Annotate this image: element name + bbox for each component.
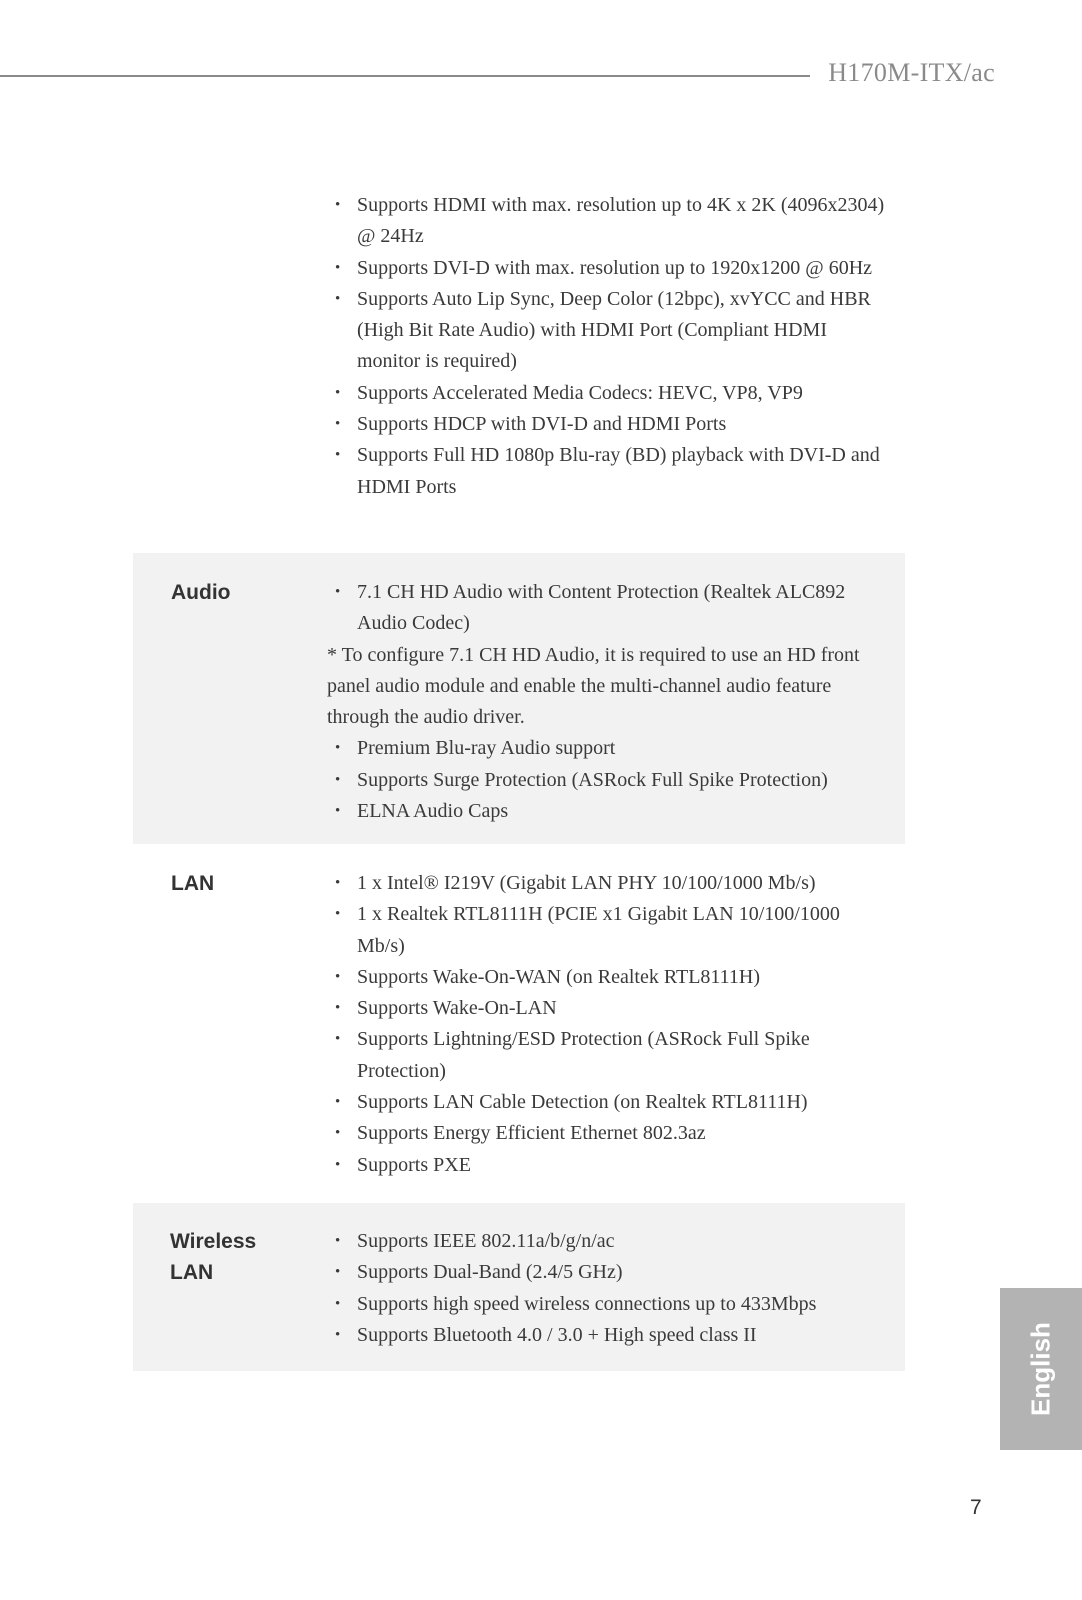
list-item: • Supports DVI-D with max. resolution up to 1920x1200 @ 60Hz [327, 253, 887, 284]
audio-content [327, 577, 887, 827]
section-graphics-continued [133, 188, 905, 548]
bullet-icon: • [335, 740, 341, 757]
bullet-icon: • [335, 1156, 341, 1173]
bullet-icon: • [335, 1326, 341, 1343]
wireless-bullet-list [327, 1226, 887, 1351]
bullet-icon: • [335, 906, 341, 923]
bullet-icon: • [335, 447, 341, 464]
header-rule [0, 75, 810, 77]
bullet-icon: • [335, 1295, 341, 1312]
list-item: • Supports HDCP with DVI-D and HDMI Ports [327, 409, 887, 440]
bullet-icon: • [335, 1264, 341, 1281]
language-tab-label: English [1025, 1322, 1056, 1416]
lan-content [327, 868, 887, 1181]
graphics-bullet-list [327, 190, 887, 503]
lan-label: LAN [171, 872, 215, 895]
section-wireless-lan [133, 1203, 905, 1371]
list-item: • Premium Blu-ray Audio support [327, 733, 887, 764]
wireless-lan-content [327, 1226, 887, 1351]
list-item: • Supports Full HD 1080p Blu-ray (BD) playback with DVI-D and HDMI Ports [327, 440, 887, 503]
list-item: • Supports Auto Lip Sync, Deep Color (12bpc), xvYCC and HBR (High Bit Rate Audio) with HDMI Port (Compliant HDMI monitor is required) [327, 284, 887, 378]
language-tab [1000, 1288, 1082, 1450]
bullet-icon: • [335, 803, 341, 820]
list-item: • Supports Wake-On-WAN (on Realtek RTL8111H) [327, 962, 887, 993]
graphics-content [327, 190, 887, 503]
audio-note: * To configure 7.1 CH HD Audio, it is required to use an HD front panel audio module and enable the multi-channel audio feature through the audio driver. [327, 643, 860, 729]
list-item: • ELNA Audio Caps [327, 796, 887, 827]
model-title: H170M-ITX/ac [828, 58, 995, 87]
list-item: • 1 x Intel® I219V (Gigabit LAN PHY 10/100/1000 Mb/s) [327, 868, 887, 899]
page-number: 7 [970, 1496, 982, 1519]
bullet-icon: • [335, 1233, 341, 1249]
audio-label: Audio [171, 581, 231, 604]
list-item: • Supports Lightning/ESD Protection (ASRock Full Spike Protection) [327, 1024, 887, 1087]
audio-bullet-list-2 [327, 733, 887, 827]
list-item: • Supports HDMI with max. resolution up to 4K x 2K (4096x2304) @ 24Hz [327, 190, 887, 253]
audio-bullet-list [327, 577, 887, 640]
bullet-icon: • [335, 197, 341, 213]
bullet-icon: • [335, 771, 341, 788]
bullet-icon: • [335, 968, 341, 985]
list-item: • Supports Accelerated Media Codecs: HEVC, VP8, VP9 [327, 378, 887, 409]
wireless-lan-label [170, 1226, 300, 1288]
list-item: • Supports high speed wireless connections up to 433Mbps [327, 1289, 887, 1320]
bullet-icon: • [335, 290, 341, 307]
list-item: • Supports PXE [327, 1150, 887, 1181]
list-item: • Supports Bluetooth 4.0 / 3.0 + High speed class II [327, 1320, 887, 1351]
list-item: • Supports Surge Protection (ASRock Full Spike Protection) [327, 765, 887, 796]
list-item: • 1 x Realtek RTL8111H (PCIE x1 Gigabit LAN 10/100/1000 Mb/s) [327, 899, 887, 962]
list-item: • Supports Dual-Band (2.4/5 GHz) [327, 1257, 887, 1288]
list-item: • Supports LAN Cable Detection (on Realtek RTL8111H) [327, 1087, 887, 1118]
section-audio [133, 553, 905, 844]
list-item: • Supports IEEE 802.11a/b/g/n/ac [327, 1226, 887, 1257]
list-item: • 7.1 CH HD Audio with Content Protection (Realtek ALC892 Audio Codec) [327, 577, 887, 640]
bullet-icon: • [335, 584, 341, 600]
bullet-icon: • [335, 875, 341, 891]
bullet-icon: • [335, 1000, 341, 1017]
lan-bullet-list [327, 868, 887, 1181]
wireless-lan-label-line1: Wireless [170, 1230, 257, 1253]
bullet-icon: • [335, 416, 341, 433]
wireless-lan-label-line2: LAN [170, 1261, 214, 1284]
bullet-icon: • [335, 1094, 341, 1111]
list-item: • Supports Energy Efficient Ethernet 802.3az [327, 1118, 887, 1149]
list-item: • Supports Wake-On-LAN [327, 993, 887, 1024]
bullet-icon: • [335, 1031, 341, 1048]
bullet-icon: • [335, 384, 341, 401]
section-lan [133, 844, 905, 1204]
bullet-icon: • [335, 1125, 341, 1142]
bullet-icon: • [335, 259, 341, 276]
